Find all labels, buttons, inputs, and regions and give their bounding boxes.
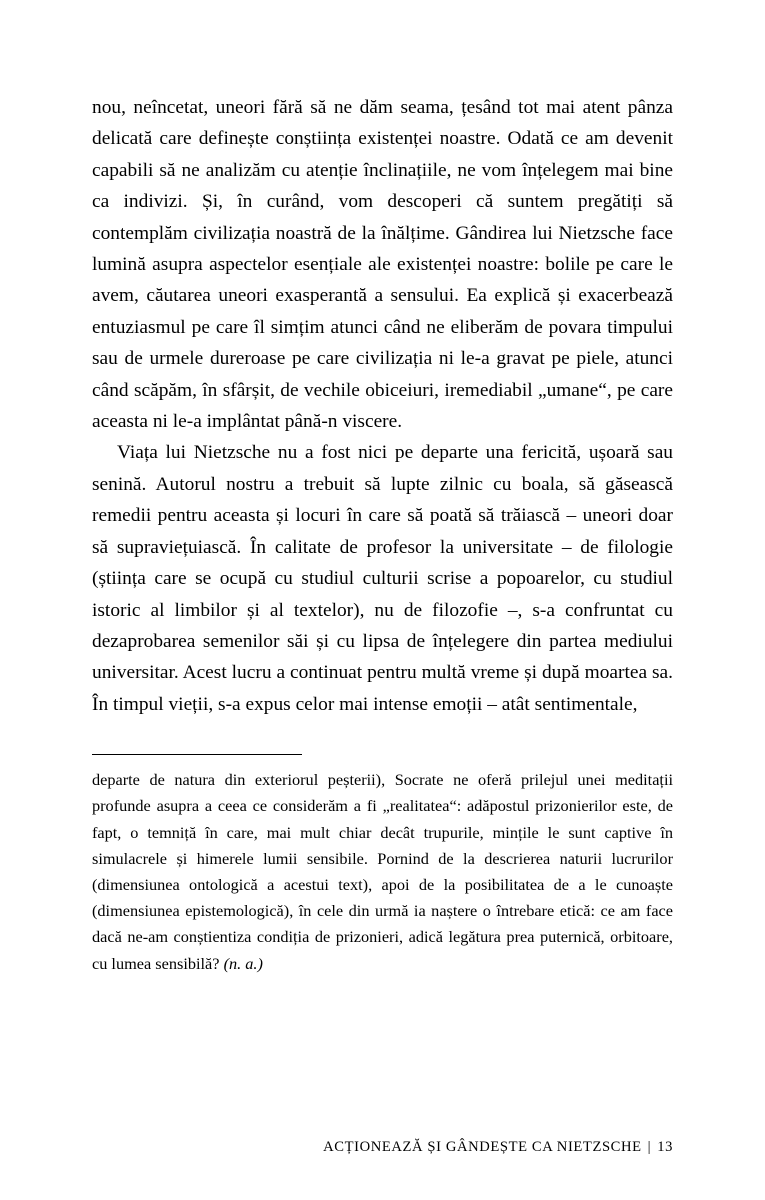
footnote-separator-rule bbox=[92, 754, 302, 755]
footer-separator: | bbox=[647, 1139, 652, 1155]
running-head: ACȚIONEAZĂ ȘI GÂNDEȘTE CA NIETZSCHE bbox=[323, 1139, 642, 1155]
page-number: 13 bbox=[657, 1139, 673, 1155]
footnote-block bbox=[92, 767, 673, 977]
paragraph: Viața lui Nietzsche nu a fost nici pe departe una fericită, ușoară sau senină. Autorul nostru a trebuit să lupte zilnic cu boala, să găsească remedii pentru aceasta și locuri în care să poată să trăiască – uneori doar să supraviețuiască. În calitate de profesor la universitate – de filologie (știința care se ocupă cu studiul culturii scrise a popoarelor, cu studiul istoric al limbilor și al textelor), nu de filozofie –, s-a confruntat cu dezaprobarea semenilor săi și cu lipsa de înțelegere din partea mediului universitar. Acest lucru a continuat pentru multă vreme și după moartea sa. În timpul vieții, s-a expus celor mai intense emoții – atât sentimentale, bbox=[92, 442, 673, 715]
footnote-text bbox=[92, 767, 673, 977]
footnote-attribution: (n. a.) bbox=[223, 953, 263, 973]
footnote-body: departe de natura din exteriorul peșterii), Socrate ne oferă prilejul unei meditații profunde asupra a ceea ce considerăm a fi „realitatea“: adăpostul prizonierilor este, de fapt, o temniță în care, mai mult chiar decât trupurile, mințile le sunt captive în simulacrele și himerele lumii sensibile. Pornind de la descrierea naturii lucrurilor (dimensiunea ontologică a acestui text), apoi de la posibilitatea de a le cunoaște (dimensiunea epistemologică), în cele din urmă ia naștere o întrebare etică: ce am face dacă ne-am conștientiza condiția de prizonieri, adică legătura prea puternică, orbitoare, cu lumea sensibilă? bbox=[92, 770, 673, 973]
paragraph: nou, neîncetat, uneori fără să ne dăm seama, țesând tot mai atent pânza delicată care definește conștiința existenței noastre. Odată ce am devenit capabili să ne analizăm cu atenție înclinațiile, ne vom înțelegem mai bine ca indivizi. Și, în curând, vom descoperi că suntem pregătiți să contemplăm civilizația noastră de la înălțime. Gândirea lui Nietzsche face lumină asupra aspectelor esențiale ale existenței noastre: bolile pe care le avem, căutarea uneori exasperantă a sensului. Ea explică și exacerbează entuziasmul pe care îl simțim atunci când ne eliberăm de povara timpului sau de urmele dureroase pe care civilizația ni le-a gravat pe piele, atunci când scăpăm, în sfârșit, de vechile obiceiuri, iremediabil „umane“, pe care aceasta ni le-a implântat până-n viscere. bbox=[92, 97, 673, 433]
main-text-block bbox=[92, 92, 673, 720]
page-footer bbox=[92, 1139, 673, 1156]
